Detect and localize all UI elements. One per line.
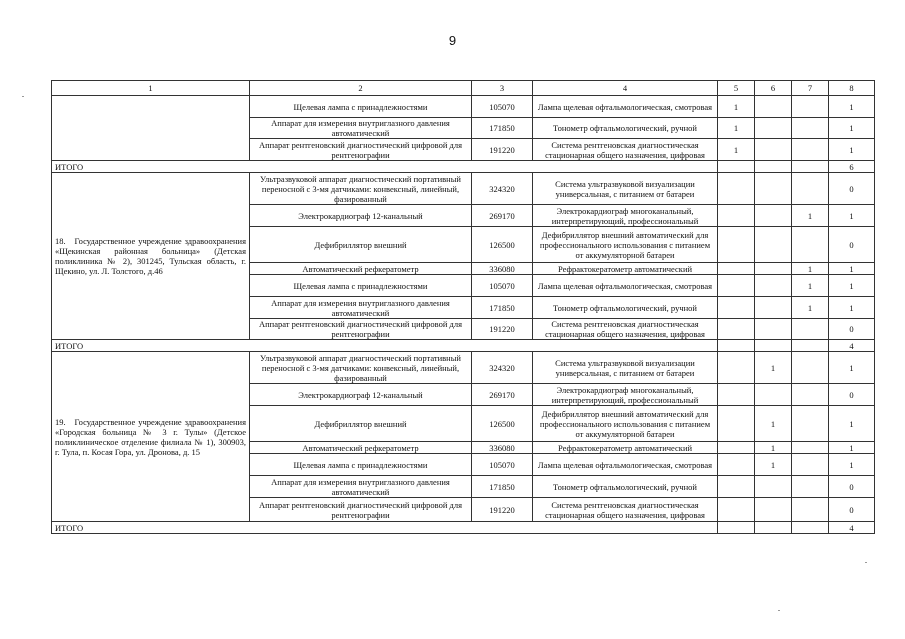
- description-cell: Тонометр офтальмологический, ручной: [533, 297, 718, 319]
- cell-col7: [792, 352, 829, 384]
- cell-col6: 1: [755, 454, 792, 476]
- description-cell: Система рентгеновская диагностическая стационарная общего назначения, цифровая: [533, 139, 718, 161]
- code-cell: 171850: [472, 297, 533, 319]
- code-cell: 324320: [472, 352, 533, 384]
- table-row: [52, 96, 875, 118]
- code-cell: 269170: [472, 384, 533, 406]
- cell-col8: 1: [829, 96, 875, 118]
- cell-col6: [755, 340, 792, 352]
- total-row: [52, 522, 875, 534]
- description-cell: Электрокардиограф многоканальный, интерпретирующий, профессиональный: [533, 384, 718, 406]
- description-cell: Рефрактокератометр автоматический: [533, 263, 718, 275]
- code-cell: 105070: [472, 275, 533, 297]
- cell-col8: 1: [829, 205, 875, 227]
- cell-col5: [718, 263, 755, 275]
- cell-col8: 0: [829, 173, 875, 205]
- cell-col7: [792, 161, 829, 173]
- cell-col5: 1: [718, 118, 755, 139]
- cell-col8: 0: [829, 384, 875, 406]
- header-cell-6: 6: [755, 81, 792, 96]
- institution-cell: [52, 96, 250, 161]
- cell-col8: 1: [829, 454, 875, 476]
- cell-col6: [755, 319, 792, 340]
- description-cell: Лампа щелевая офтальмологическая, смотровая: [533, 275, 718, 297]
- cell-col6: [755, 139, 792, 161]
- cell-col8: 1: [829, 118, 875, 139]
- code-cell: 191220: [472, 319, 533, 340]
- cell-col5: [718, 340, 755, 352]
- description-cell: Лампа щелевая офтальмологическая, смотровая: [533, 96, 718, 118]
- description-cell: Дефибриллятор внешний автоматический для профессионального использования с питанием от аккумуляторной батареи: [533, 406, 718, 442]
- cell-col7: 1: [792, 205, 829, 227]
- total-value: 4: [829, 340, 875, 352]
- cell-col5: [718, 406, 755, 442]
- equipment-table: [51, 80, 875, 534]
- scan-speck: [22, 96, 24, 97]
- cell-col8: 1: [829, 442, 875, 454]
- header-cell-4: 4: [533, 81, 718, 96]
- cell-col7: 1: [792, 297, 829, 319]
- equipment-name-cell: Аппарат рентгеновский диагностический цифровой для рентгенографии: [250, 319, 472, 340]
- cell-col5: [718, 384, 755, 406]
- total-row: [52, 161, 875, 173]
- description-cell: Система ультразвуковой визуализации универсальная, с питанием от батареи: [533, 352, 718, 384]
- cell-col6: [755, 476, 792, 498]
- page-number: 9: [448, 33, 457, 48]
- code-cell: 171850: [472, 476, 533, 498]
- cell-col6: 1: [755, 442, 792, 454]
- code-cell: 105070: [472, 96, 533, 118]
- cell-col6: [755, 384, 792, 406]
- equipment-name-cell: Автоматический рефкератометр: [250, 263, 472, 275]
- header-row: [52, 81, 875, 96]
- total-label: ИТОГО: [52, 340, 718, 352]
- description-cell: Система рентгеновская диагностическая стационарная общего назначения, цифровая: [533, 319, 718, 340]
- equipment-name-cell: Аппарат для измерения внутриглазного давления автоматический: [250, 297, 472, 319]
- code-cell: 191220: [472, 139, 533, 161]
- cell-col5: [718, 205, 755, 227]
- header-cell-3: 3: [472, 81, 533, 96]
- table-row: [52, 173, 875, 205]
- code-cell: 105070: [472, 454, 533, 476]
- cell-col6: [755, 227, 792, 263]
- description-cell: Лампа щелевая офтальмологическая, смотровая: [533, 454, 718, 476]
- cell-col7: [792, 406, 829, 442]
- equipment-name-cell: Аппарат для измерения внутриглазного давления автоматический: [250, 476, 472, 498]
- cell-col8: 0: [829, 227, 875, 263]
- cell-col5: [718, 442, 755, 454]
- cell-col7: [792, 319, 829, 340]
- cell-col7: [792, 139, 829, 161]
- cell-col5: [718, 498, 755, 522]
- equipment-name-cell: Щелевая лампа с принадлежностями: [250, 275, 472, 297]
- description-cell: Тонометр офтальмологический, ручной: [533, 476, 718, 498]
- table-row: [52, 352, 875, 384]
- equipment-name-cell: Щелевая лампа с принадлежностями: [250, 96, 472, 118]
- cell-col5: [718, 227, 755, 263]
- description-cell: Рефрактокератометр автоматический: [533, 442, 718, 454]
- header-cell-5: 5: [718, 81, 755, 96]
- code-cell: 336080: [472, 442, 533, 454]
- scan-speck: [778, 610, 780, 611]
- description-cell: Система ультразвуковой визуализации универсальная, с питанием от батареи: [533, 173, 718, 205]
- equipment-name-cell: Дефибриллятор внешний: [250, 227, 472, 263]
- code-cell: 269170: [472, 205, 533, 227]
- cell-col8: 1: [829, 297, 875, 319]
- cell-col5: [718, 275, 755, 297]
- cell-col6: [755, 498, 792, 522]
- code-cell: 324320: [472, 173, 533, 205]
- description-cell: Дефибриллятор внешний автоматический для профессионального использования с питанием от аккумуляторной батареи: [533, 227, 718, 263]
- cell-col6: [755, 161, 792, 173]
- equipment-name-cell: Аппарат рентгеновский диагностический цифровой для рентгенографии: [250, 498, 472, 522]
- cell-col6: [755, 263, 792, 275]
- total-value: 6: [829, 161, 875, 173]
- cell-col6: [755, 173, 792, 205]
- cell-col5: 1: [718, 96, 755, 118]
- cell-col7: [792, 384, 829, 406]
- header-cell-7: 7: [792, 81, 829, 96]
- equipment-name-cell: Щелевая лампа с принадлежностями: [250, 454, 472, 476]
- cell-col7: 1: [792, 275, 829, 297]
- total-row: [52, 340, 875, 352]
- code-cell: 126500: [472, 406, 533, 442]
- cell-col6: [755, 522, 792, 534]
- description-cell: Электрокардиограф многоканальный, интерпретирующий, профессиональный: [533, 205, 718, 227]
- scan-speck: [865, 562, 867, 563]
- cell-col5: 1: [718, 139, 755, 161]
- cell-col5: [718, 454, 755, 476]
- equipment-name-cell: Аппарат для измерения внутриглазного давления автоматический: [250, 118, 472, 139]
- cell-col6: [755, 275, 792, 297]
- description-cell: Тонометр офтальмологический, ручной: [533, 118, 718, 139]
- code-cell: 336080: [472, 263, 533, 275]
- cell-col6: [755, 96, 792, 118]
- cell-col7: 1: [792, 263, 829, 275]
- cell-col6: [755, 297, 792, 319]
- institution-cell: 19. Государственное учреждение здравоохранения «Городская больница № 3 г. Тулы» (Детское поликлиническое отделение филиала № 1), 300903, г. Тула, п. Косая Гора, ул. Дронова, д. 15: [52, 352, 250, 522]
- cell-col8: 0: [829, 498, 875, 522]
- cell-col7: [792, 498, 829, 522]
- cell-col5: [718, 161, 755, 173]
- cell-col8: 1: [829, 352, 875, 384]
- cell-col7: [792, 173, 829, 205]
- total-value: 4: [829, 522, 875, 534]
- cell-col7: [792, 96, 829, 118]
- total-label: ИТОГО: [52, 522, 718, 534]
- cell-col7: [792, 118, 829, 139]
- cell-col7: [792, 522, 829, 534]
- equipment-name-cell: Ультразвуковой аппарат диагностический портативный переносной с 3-мя датчиками: конвексный, линейный, фазированный: [250, 352, 472, 384]
- cell-col5: [718, 522, 755, 534]
- cell-col7: [792, 476, 829, 498]
- code-cell: 126500: [472, 227, 533, 263]
- cell-col8: 1: [829, 263, 875, 275]
- equipment-name-cell: Аппарат рентгеновский диагностический цифровой для рентгенографии: [250, 139, 472, 161]
- institution-cell: 18. Государственное учреждение здравоохранения «Щекинская районная больница» (Детская поликлиника № 2), 301245, Тульская область, г. Щекино, ул. Л. Толстого, д.46: [52, 173, 250, 340]
- cell-col6: [755, 118, 792, 139]
- header-cell-8: 8: [829, 81, 875, 96]
- equipment-name-cell: Электрокардиограф 12-канальный: [250, 384, 472, 406]
- code-cell: 171850: [472, 118, 533, 139]
- cell-col7: [792, 442, 829, 454]
- cell-col8: 0: [829, 319, 875, 340]
- total-label: ИТОГО: [52, 161, 718, 173]
- equipment-name-cell: Электрокардиограф 12-канальный: [250, 205, 472, 227]
- equipment-name-cell: Ультразвуковой аппарат диагностический портативный переносной с 3-мя датчиками: конвексный, линейный, фазированный: [250, 173, 472, 205]
- description-cell: Система рентгеновская диагностическая стационарная общего назначения, цифровая: [533, 498, 718, 522]
- header-cell-2: 2: [250, 81, 472, 96]
- cell-col8: 1: [829, 406, 875, 442]
- cell-col8: 1: [829, 139, 875, 161]
- cell-col5: [718, 476, 755, 498]
- cell-col5: [718, 297, 755, 319]
- equipment-name-cell: Дефибриллятор внешний: [250, 406, 472, 442]
- cell-col6: [755, 205, 792, 227]
- cell-col5: [718, 173, 755, 205]
- cell-col6: 1: [755, 352, 792, 384]
- cell-col8: 1: [829, 275, 875, 297]
- cell-col5: [718, 319, 755, 340]
- cell-col7: [792, 340, 829, 352]
- cell-col8: 0: [829, 476, 875, 498]
- cell-col7: [792, 454, 829, 476]
- cell-col5: [718, 352, 755, 384]
- cell-col6: 1: [755, 406, 792, 442]
- equipment-name-cell: Автоматический рефкератометр: [250, 442, 472, 454]
- header-cell-1: 1: [52, 81, 250, 96]
- cell-col7: [792, 227, 829, 263]
- code-cell: 191220: [472, 498, 533, 522]
